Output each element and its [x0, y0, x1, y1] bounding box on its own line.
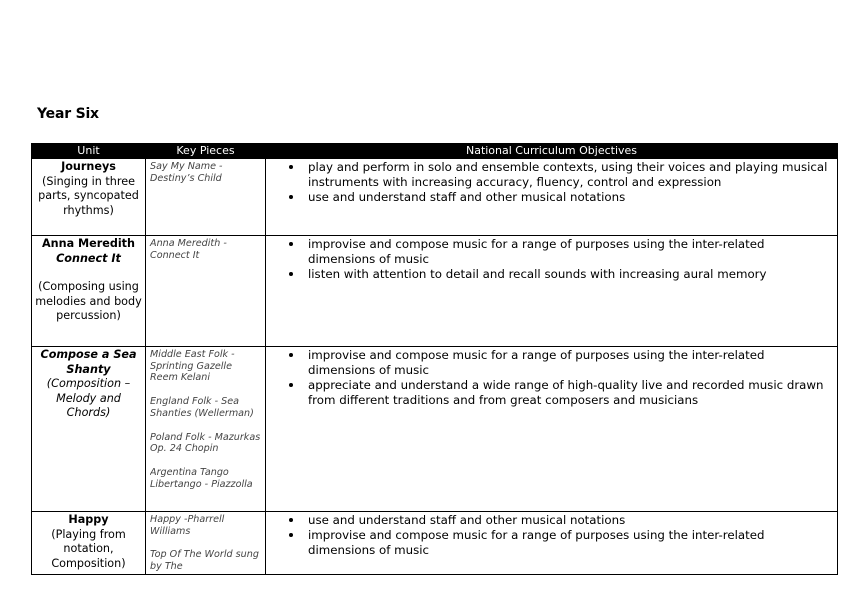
key-piece: Say My Name - Destiny’s Child: [150, 161, 223, 184]
table-row: [32, 347, 838, 512]
unit-cell: [32, 159, 146, 236]
objective-item: improvise and compose music for a range of purposes using the inter-related dimensions of music: [308, 348, 831, 378]
objective-item: listen with attention to detail and recall sounds with increasing aural memory: [308, 267, 831, 282]
key-piece: England Folk - Sea Shanties (Wellerman): [150, 396, 254, 419]
key-piece: Middle East Folk - Sprinting Gazelle Reem Kelani: [150, 349, 235, 384]
objectives-cell: [266, 236, 838, 347]
key-piece: Argentina Tango Libertango - Piazzolla: [150, 466, 253, 490]
key-pieces-cell: [146, 347, 266, 512]
key-pieces-cell: [146, 159, 266, 236]
objective-item: appreciate and understand a wide range of high-quality live and recorded music drawn from different traditions and from great composers and musicians: [308, 378, 831, 408]
key-piece: Top Of The World sung by The: [150, 549, 259, 571]
unit-description: (Composing using melodies and body percussion): [35, 280, 142, 323]
header-objectives: National Curriculum Objectives: [266, 144, 838, 159]
objective-item: use and understand staff and other musical notations: [308, 513, 831, 528]
unit-description: (Playing from notation, Composition): [51, 527, 126, 570]
unit-title-line2: Connect It: [56, 251, 121, 265]
unit-title: Happy: [68, 513, 109, 526]
table-row: [32, 159, 838, 236]
unit-cell: [32, 347, 146, 512]
objectives-cell: [266, 512, 838, 575]
objective-item: improvise and compose music for a range of purposes using the inter-related dimensions of music: [308, 528, 831, 558]
objective-item: use and understand staff and other musical notations: [308, 190, 831, 205]
curriculum-table: [31, 143, 838, 575]
key-pieces-cell: [146, 236, 266, 347]
unit-title: Journeys: [61, 160, 116, 173]
objective-item: play and perform in solo and ensemble contexts, using their voices and playing musical instruments with increasing accuracy, fluency, control and expression: [308, 160, 831, 190]
unit-description: (Singing in three parts, syncopated rhythms): [38, 174, 139, 217]
key-piece: Happy -Pharrell Williams: [150, 514, 225, 537]
table-row: [32, 512, 838, 575]
objective-item: improvise and compose music for a range of purposes using the inter-related dimensions of music: [308, 237, 831, 267]
unit-title: Compose a Sea Shanty: [40, 348, 137, 376]
key-piece: Anna Meredith - Connect It: [150, 238, 227, 261]
header-unit: Unit: [32, 144, 146, 159]
objectives-cell: [266, 347, 838, 512]
unit-title: Anna Meredith: [41, 237, 135, 250]
page-title: Year Six: [37, 106, 99, 122]
unit-cell: [32, 512, 146, 575]
key-piece: Poland Folk - Mazurkas Op. 24 Chopin: [150, 431, 261, 455]
table-header: [32, 144, 838, 159]
header-key-pieces: Key Pieces: [146, 144, 266, 159]
key-pieces-cell: [146, 512, 266, 575]
unit-cell: [32, 236, 146, 347]
table-row: [32, 236, 838, 347]
unit-description: (Composition – Melody and Chords): [46, 377, 131, 420]
objectives-cell: [266, 159, 838, 236]
